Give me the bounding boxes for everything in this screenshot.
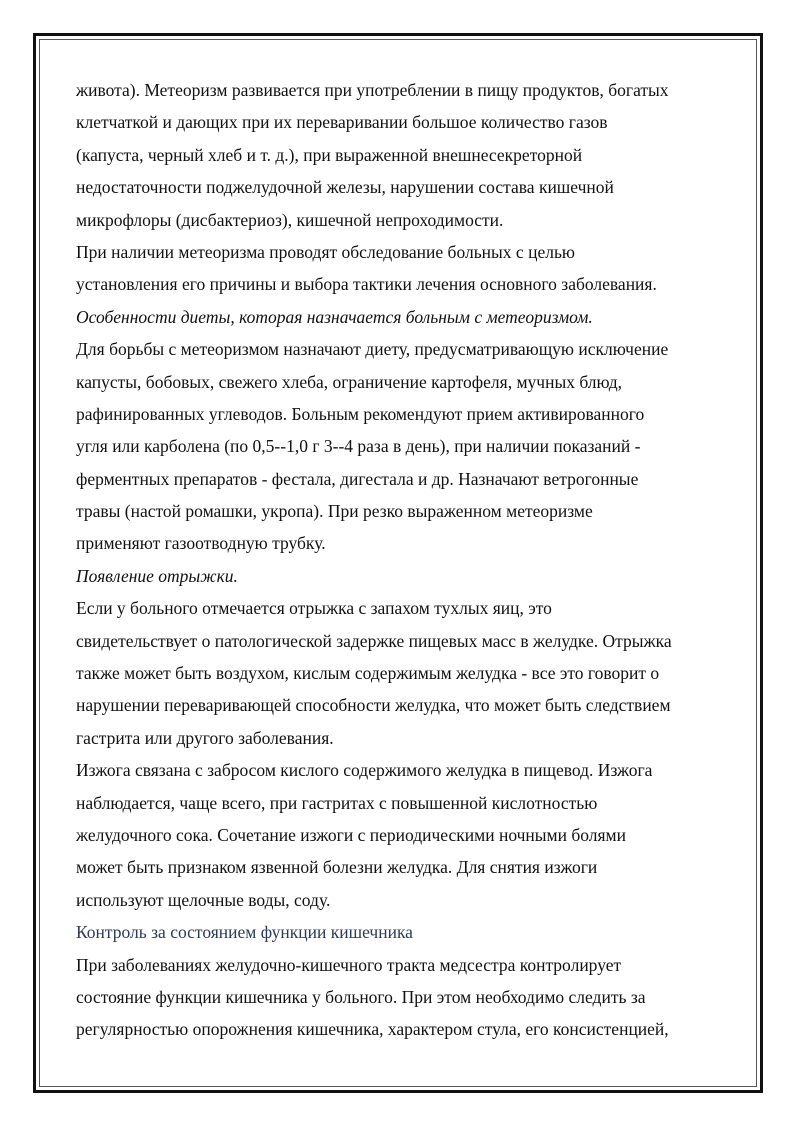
text-line: капусты, бобовых, свежего хлеба, ограничение картофеля, мучных блюд,: [76, 371, 622, 392]
text-line: ферментных препаратов - фестала, дигестала и др. Назначают ветрогонные: [76, 468, 639, 489]
document-body: [76, 74, 736, 1046]
text-line: регулярностью опорожнения кишечника, характером стула, его консистенцией,: [76, 1019, 669, 1040]
text-line: (капуста, черный хлеб и т. д.), при выраженной внешнесекреторной: [76, 144, 583, 165]
text-line: микрофлоры (дисбактериоз), кишечной непроходимости.: [76, 209, 504, 230]
text-line: клетчаткой и дающих при их переваривании большое количество газов: [76, 112, 608, 133]
text-line: нарушении переваривающей способности желудка, что может быть следствием: [76, 695, 671, 716]
text-line: используют щелочные воды, соду.: [76, 889, 331, 910]
text-line: свидетельствует о патологической задержке пищевых масс в желудке. Отрыжка: [76, 630, 672, 651]
text-line: угля или карболена (по 0,5--1,0 г 3--4 раза в день), при наличии показаний -: [76, 436, 641, 457]
text-line: желудочного сока. Сочетание изжоги с периодическими ночными болями: [76, 824, 626, 845]
text-line: травы (настой ромашки, укропа). При резко выраженном метеоризме: [76, 501, 593, 522]
text-line: установления его причины и выбора тактики лечения основного заболевания.: [76, 274, 657, 295]
text-line: также может быть воздухом, кислым содержимым желудка - все это говорит о: [76, 663, 660, 684]
section-heading-bowel-control: Контроль за состоянием функции кишечника: [76, 922, 413, 943]
text-line: Изжога связана с забросом кислого содержимого желудка в пищевод. Изжога: [76, 760, 653, 781]
text-line: недостаточности поджелудочной железы, нарушении состава кишечной: [76, 177, 614, 198]
text-line: применяют газоотводную трубку.: [76, 533, 326, 554]
text-line: Для борьбы с метеоризмом назначают диету, предусматривающую исключение: [76, 339, 669, 360]
text-line: живота). Метеоризм развивается при употреблении в пищу продуктов, богатых: [76, 80, 669, 100]
subheading-diet: Особенности диеты, которая назначается больным с метеоризмом.: [76, 306, 593, 327]
text-line: может быть признаком язвенной болезни желудка. Для снятия изжоги: [76, 857, 598, 878]
text-line: наблюдается, чаще всего, при гастритах с повышенной кислотностью: [76, 792, 598, 813]
text-line: рафинированных углеводов. Больным рекомендуют прием активированного: [76, 403, 645, 424]
text-line: гастрита или другого заболевания.: [76, 727, 334, 748]
text-line: состояние функции кишечника у больного. При этом необходимо следить за: [76, 986, 646, 1007]
text-line: При наличии метеоризма проводят обследование больных с целью: [76, 241, 575, 262]
subheading-belching: Появление отрыжки.: [76, 565, 238, 586]
text-line: Если у больного отмечается отрыжка с запахом тухлых яиц, это: [76, 598, 552, 619]
text-line: При заболеваниях желудочно-кишечного тракта медсестра контролирует: [76, 954, 622, 975]
